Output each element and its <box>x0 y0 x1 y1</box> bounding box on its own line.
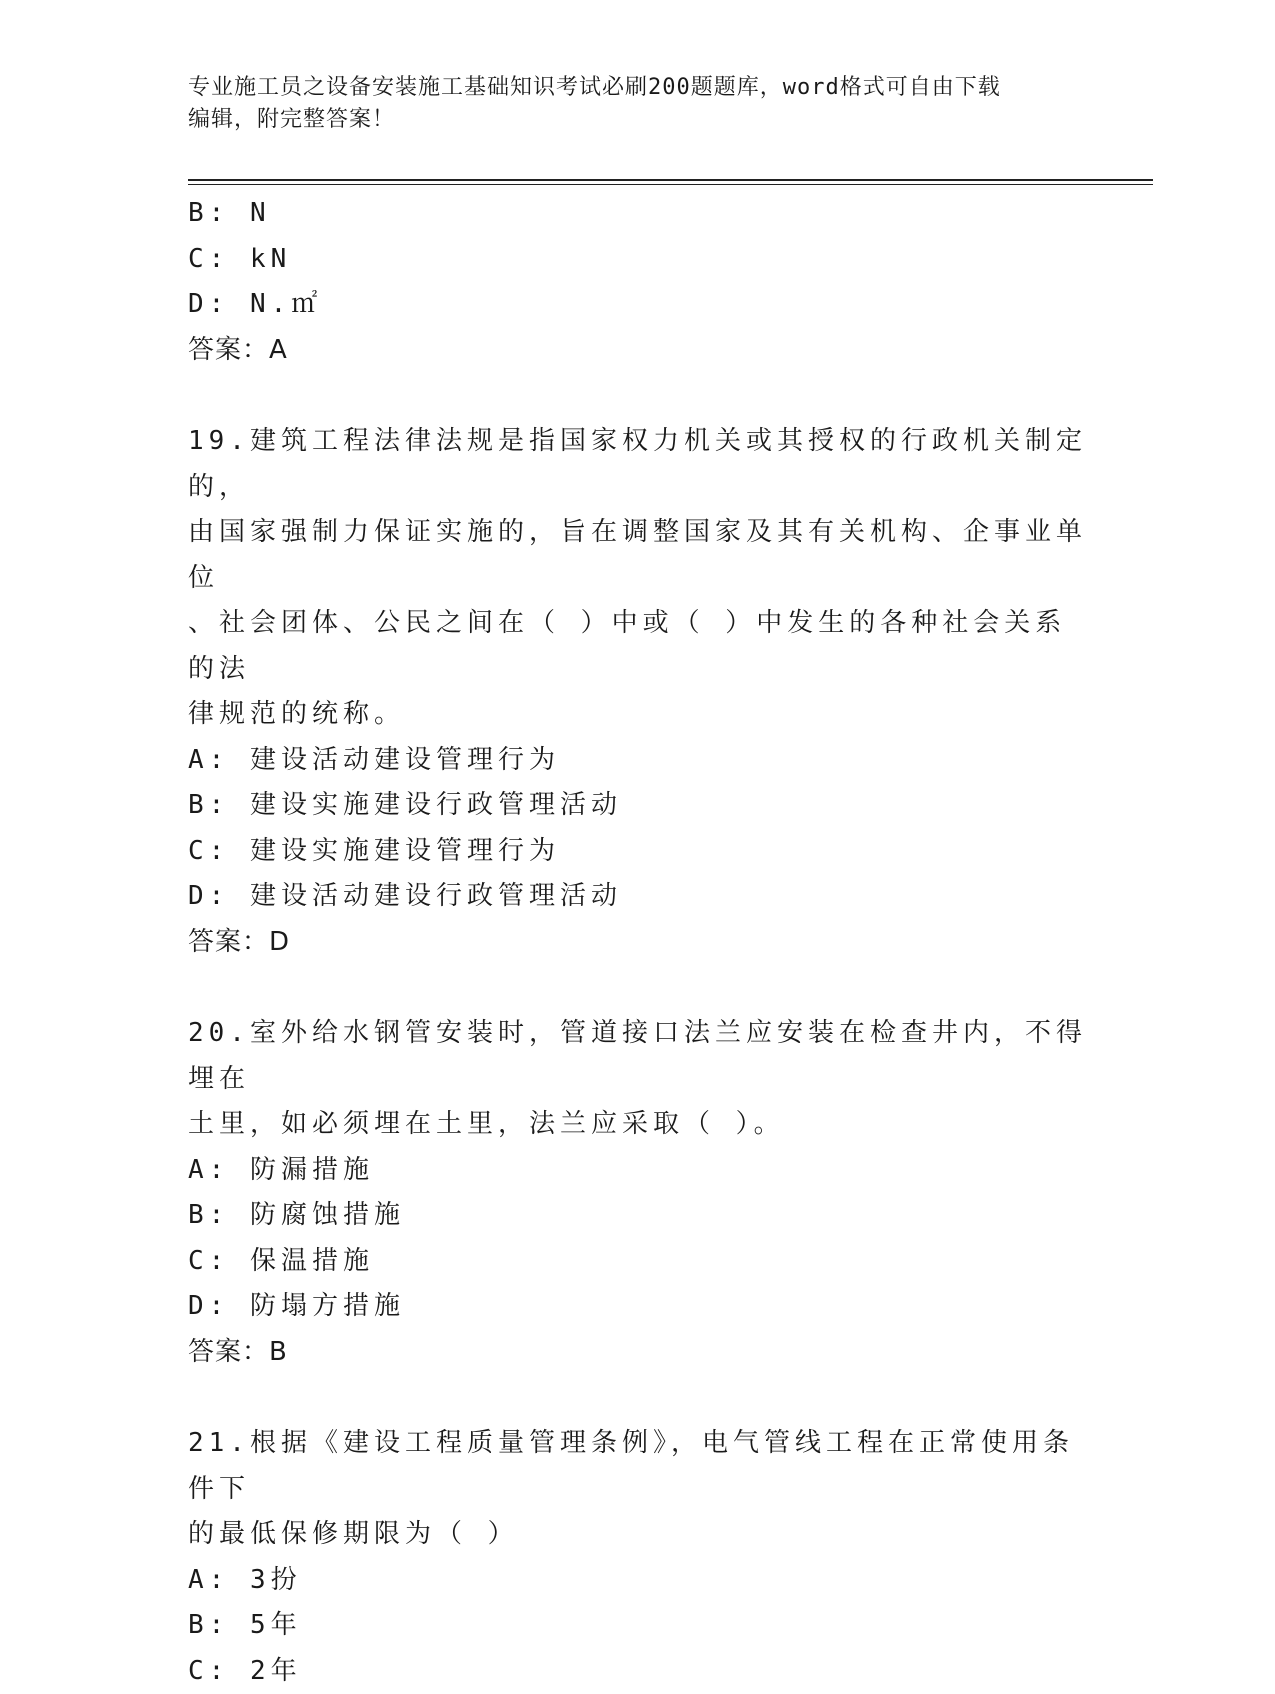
option-b: B: 建设实施建设行政管理活动 <box>188 783 1088 829</box>
answer-line: 答案：D <box>188 920 1088 966</box>
header-divider-thin <box>188 184 1153 185</box>
question-21 <box>188 1421 1088 1694</box>
option-c: C: 保温措施 <box>188 1239 1088 1285</box>
previous-question-tail <box>188 191 1088 373</box>
option-b: B: 5年 <box>188 1603 1088 1649</box>
header-divider <box>188 179 1153 181</box>
answer-line: 答案：B <box>188 1330 1088 1376</box>
question-text: 21.根据《建设工程质量管理条例》，电气管线工程在正常使用条件下 的最低保修期限为（ ） <box>188 1421 1088 1558</box>
option-d: D: 防塌方措施 <box>188 1284 1088 1330</box>
question-20 <box>188 1011 1088 1375</box>
option-b: B: N <box>188 191 1088 237</box>
header-line-2: 编辑，附完整答案！ <box>188 104 1088 136</box>
option-c: C: 2年 <box>188 1649 1088 1694</box>
answer-line: 答案：A <box>188 328 1088 374</box>
question-text: 20.室外给水钢管安装时，管道接口法兰应安装在检查井内，不得埋在 土里，如必须埋在土里，法兰应采取（ ）。 <box>188 1011 1088 1148</box>
option-d: D: N.㎡ <box>188 282 1088 328</box>
option-a: A: 建设活动建设管理行为 <box>188 738 1088 784</box>
option-a: A: 3扮 <box>188 1558 1088 1604</box>
header-line-1: 专业施工员之设备安装施工基础知识考试必刷200题题库，word格式可自由下载 <box>188 72 1088 104</box>
option-b: B: 防腐蚀措施 <box>188 1193 1088 1239</box>
question-19 <box>188 419 1088 965</box>
document-header <box>188 72 1088 136</box>
option-d: D: 建设活动建设行政管理活动 <box>188 874 1088 920</box>
option-c: C: 建设实施建设管理行为 <box>188 829 1088 875</box>
question-text: 19.建筑工程法律法规是指国家权力机关或其授权的行政机关制定的， 由国家强制力保证实施的，旨在调整国家及其有关机构、企事业单位 、社会团体、公民之间在（ ）中或（ ）中发生的各种社会关系的法 律规范的统称。 <box>188 419 1088 738</box>
option-a: A: 防漏措施 <box>188 1148 1088 1194</box>
question-content <box>188 191 1088 1694</box>
option-c: C: kN <box>188 237 1088 283</box>
